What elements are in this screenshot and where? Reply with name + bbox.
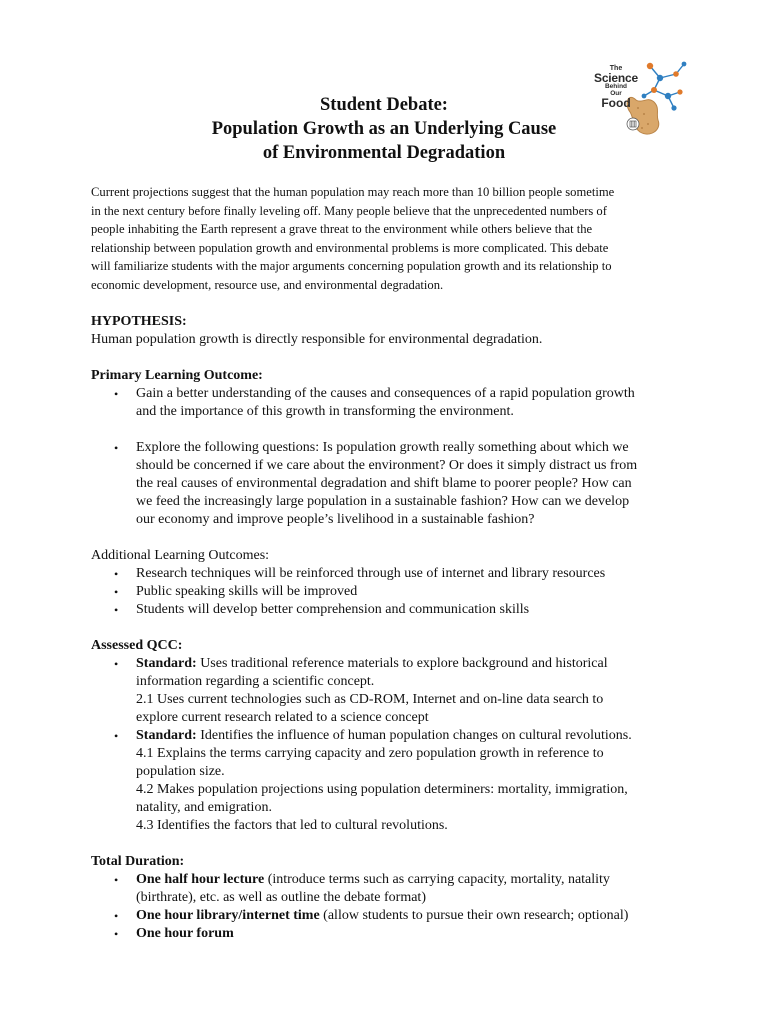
additional-outcomes-section — [91, 547, 681, 619]
hypothesis-text: Human population growth is directly responsible for environmental degradation. — [91, 331, 543, 347]
list-item — [91, 583, 681, 601]
bullet-icon: • — [114, 908, 119, 923]
list-item — [91, 907, 681, 925]
bullet-icon: • — [114, 926, 119, 941]
list-item — [91, 925, 681, 943]
intro-line: in the next century before finally leveling off. Many people believe that the unprecedented numbers of — [91, 203, 607, 218]
list-item-line: information regarding a scientific concept. — [136, 673, 375, 689]
intro-paragraph — [91, 183, 681, 295]
list-item-line: 2.1 Uses current technologies such as CD-ROM, Internet and on-line data search to — [136, 691, 604, 707]
list-item-text: Students will develop better comprehension and communication skills — [136, 601, 530, 617]
list-item-line: natality, and emigration. — [136, 799, 272, 815]
logo-text-our: Our — [610, 89, 622, 97]
additional-outcomes-heading: Additional Learning Outcomes: — [91, 547, 270, 563]
bullet-icon: • — [114, 386, 119, 401]
list-item-text: Public speaking skills will be improved — [136, 583, 358, 599]
bullet-icon: • — [114, 872, 119, 887]
primary-outcome-section — [91, 367, 681, 529]
bullet-icon: • — [114, 566, 119, 581]
total-duration-heading: Total Duration: — [91, 853, 185, 869]
bullet-icon: • — [114, 602, 119, 617]
bullet-icon: • — [114, 584, 119, 599]
title-line-2: Population Growth as an Underlying Cause — [211, 119, 557, 139]
duration-label: One hour forum — [136, 925, 234, 941]
list-item-line: explore current research related to a science concept — [136, 709, 429, 725]
list-item-line: should be concerned if we care about the environment? Or does it simply distract us from — [136, 457, 638, 473]
list-item-line: the real causes of environmental degradation and shift blame to poorer people? How can — [136, 475, 632, 491]
list-item-line — [136, 727, 681, 745]
list-item-line: Gain a better understanding of the causes and consequences of a rapid population growth — [136, 385, 635, 401]
list-item-line: we feed the increasingly large population in a sustainable fashion? How can we develop — [136, 493, 630, 509]
bullet-icon: • — [114, 728, 119, 743]
intro-line: Current projections suggest that the human population may reach more than 10 billion people sometime — [91, 185, 615, 199]
intro-line: people inhabiting the Earth represent a grave threat to the environment while others believe that the — [91, 222, 593, 237]
total-duration-list — [91, 871, 681, 943]
list-item-line — [136, 871, 681, 889]
primary-outcome-list — [91, 385, 681, 529]
document-title — [0, 89, 768, 165]
bullet-icon: • — [114, 656, 119, 671]
intro-line: relationship between population growth and environmental problems is more complicated. This debate — [91, 240, 609, 255]
total-duration-section — [91, 853, 681, 943]
logo-text-science: Science — [594, 71, 638, 85]
additional-outcomes-list — [91, 565, 681, 619]
list-item-line: (birthrate), etc. as well as outline the debate format) — [136, 889, 426, 905]
list-item-line: our economy and improve people’s livelihood in a sustainable fashion? — [136, 511, 535, 527]
list-item — [91, 439, 681, 529]
assessed-qcc-section — [91, 637, 681, 835]
duration-label: One half hour lecture — [136, 871, 265, 887]
bullet-icon: • — [114, 440, 119, 455]
hypothesis-section — [91, 313, 681, 349]
intro-line: economic development, resource use, and environmental degradation. — [91, 277, 444, 292]
hypothesis-heading: HYPOTHESIS: — [91, 313, 187, 329]
list-item — [91, 871, 681, 907]
assessed-qcc-heading: Assessed QCC: — [91, 637, 183, 653]
list-item — [91, 727, 681, 835]
list-item-line: and the importance of this growth in transforming the environment. — [136, 403, 514, 419]
primary-outcome-heading: Primary Learning Outcome: — [91, 367, 263, 383]
list-item-text: Research techniques will be reinforced through use of internet and library resources — [136, 565, 606, 581]
logo-text-the: The — [609, 65, 623, 72]
list-item-line: population size. — [136, 763, 225, 779]
standard-label: Standard: — [136, 655, 197, 671]
logo-text-behind: Behind — [604, 83, 628, 90]
list-item — [91, 565, 681, 583]
list-item-line: 4.2 Makes population projections using population determiners: mortality, immigration, — [136, 781, 628, 797]
list-item — [91, 601, 681, 619]
duration-label: One hour library/internet time — [136, 907, 320, 923]
list-item-line — [136, 907, 681, 925]
assessed-qcc-list — [91, 655, 681, 835]
list-item-line: Explore the following questions: Is population growth really something about which we — [136, 439, 629, 455]
list-item — [91, 385, 681, 421]
duration-text: (introduce terms such as carrying capacity, mortality, natality — [264, 871, 610, 887]
intro-line: will familiarize students with the major arguments concerning population growth and its relationship to — [91, 259, 612, 274]
standard-text: Uses traditional reference materials to explore background and historical — [196, 655, 608, 671]
duration-text: (allow students to pursue their own research; optional) — [319, 907, 629, 923]
title-line-3: of Environmental Degradation — [262, 143, 506, 163]
list-item — [91, 655, 681, 727]
logo-text-food: Food — [601, 96, 631, 110]
list-item-line: 4.3 Identifies the factors that led to cultural revolutions. — [136, 817, 448, 833]
document-body — [91, 183, 681, 943]
list-item-line: 4.1 Explains the terms carrying capacity and zero population growth in reference to — [136, 745, 604, 761]
standard-text: Identifies the influence of human population changes on cultural revolutions. — [196, 727, 632, 743]
list-item-line — [136, 655, 681, 673]
title-line-1: Student Debate: — [320, 95, 448, 115]
standard-label: Standard: — [136, 727, 197, 743]
